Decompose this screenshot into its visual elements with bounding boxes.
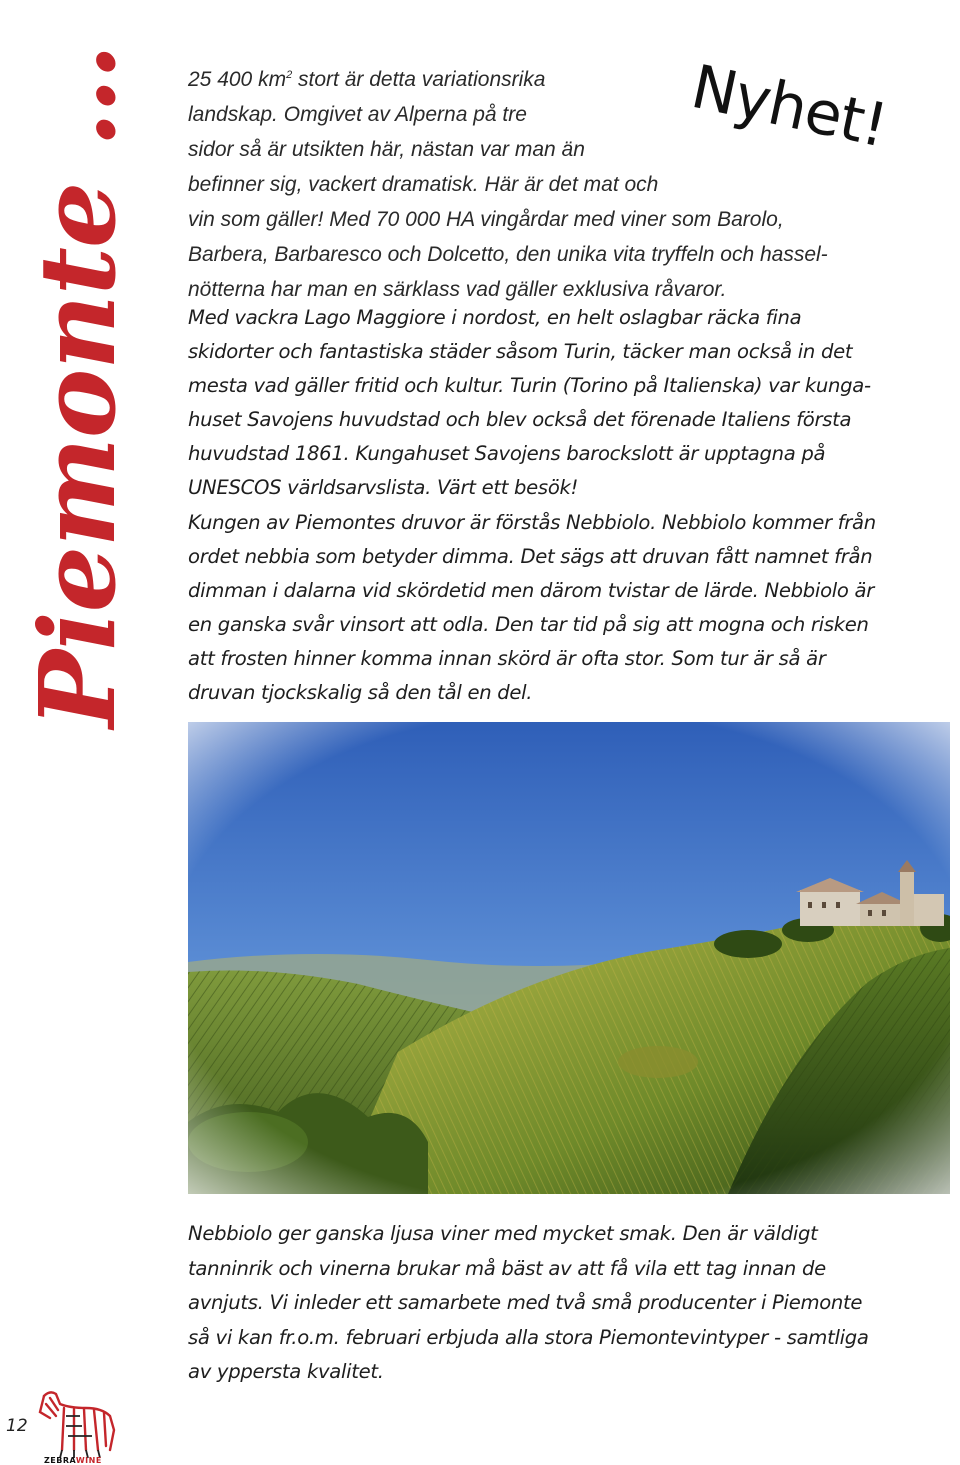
page-title: Piemonte … xyxy=(16,44,139,728)
intro-paragraph xyxy=(188,62,928,307)
intro-line: Barbera, Barbaresco och Dolcetto, den unika vita tryffeln och hassel- xyxy=(188,243,828,266)
body-line: att frosten hinner komma innan skörd är ofta stor. Som tur är så är xyxy=(188,646,826,670)
intro-line: vin som gäller! Med 70 000 HA vingårdar med viner som Barolo, xyxy=(188,208,784,231)
brand-logo-text: ZEBRAWINE xyxy=(44,1456,102,1465)
body-line: mesta vad gäller fritid och kultur. Turin (Torino på Italienska) var kunga- xyxy=(188,374,871,398)
body-line: skidorter och fantastiska städer såsom Turin, täcker man också in det xyxy=(188,340,853,364)
body-line: huset Savojens huvudstad och blev också det förenade Italiens första xyxy=(188,408,852,432)
body-line: huvudstad 1861. Kungahuset Savojens barockslott är upptagna på xyxy=(188,442,826,466)
closing-paragraph xyxy=(188,1217,928,1390)
body-line: tanninrik och vinerna brukar må bäst av att få vila ett tag innan de xyxy=(188,1256,826,1280)
body-line: dimman i dalarna vid skördetid men därom tvistar de lärde. Nebbiolo är xyxy=(188,578,874,602)
body-line: ordet nebbia som betyder dimma. Det sägs att druvan fått namnet från xyxy=(188,544,873,568)
body-line: Med vackra Lago Maggiore i nordost, en helt oslagbar räcka fina xyxy=(188,306,802,329)
page-number: 12 xyxy=(6,1416,28,1436)
news-badge: Nyhet! xyxy=(685,52,893,162)
intro-line: landskap. Omgivet av Alperna på tre xyxy=(188,103,527,126)
intro-line: 25 400 $km^2$ stort är detta variationsrika xyxy=(188,68,546,91)
intro-line: sidor så är utsikten här, nästan var man än xyxy=(188,138,585,161)
intro-line: nötterna har man en särklass vad gäller exklusiva råvaror. xyxy=(188,278,727,301)
body-line: UNESCOS världsarvslista. Värt ett besök! xyxy=(188,476,579,500)
intro-line: befinner sig, vackert dramatisk. Här är det mat och xyxy=(188,173,659,196)
body-line: Nebbiolo ger ganska ljusa viner med mycket smak. Den är väldigt xyxy=(188,1222,818,1245)
body-paragraph xyxy=(188,301,928,710)
zebra-logo-icon xyxy=(36,1386,128,1465)
body-line: Kungen av Piemontes druvor är förstås Nebbiolo. Nebbiolo kommer från xyxy=(188,510,876,534)
body-line: av yppersta kvalitet. xyxy=(188,1360,384,1383)
vineyard-landscape-photo xyxy=(188,722,950,1194)
body-line: druvan tjockskalig så den tål en del. xyxy=(188,681,533,705)
body-line: avnjuts. Vi inleder ett samarbete med två små producenter i Piemonte xyxy=(188,1291,863,1314)
body-line: en ganska svår vinsort att odla. Den tar tid på sig att mogna och risken xyxy=(188,612,869,636)
body-line: så vi kan fr.o.m. februari erbjuda alla stora Piemontevintyper - samtliga xyxy=(188,1325,869,1349)
superscript: 2 xyxy=(286,69,293,81)
